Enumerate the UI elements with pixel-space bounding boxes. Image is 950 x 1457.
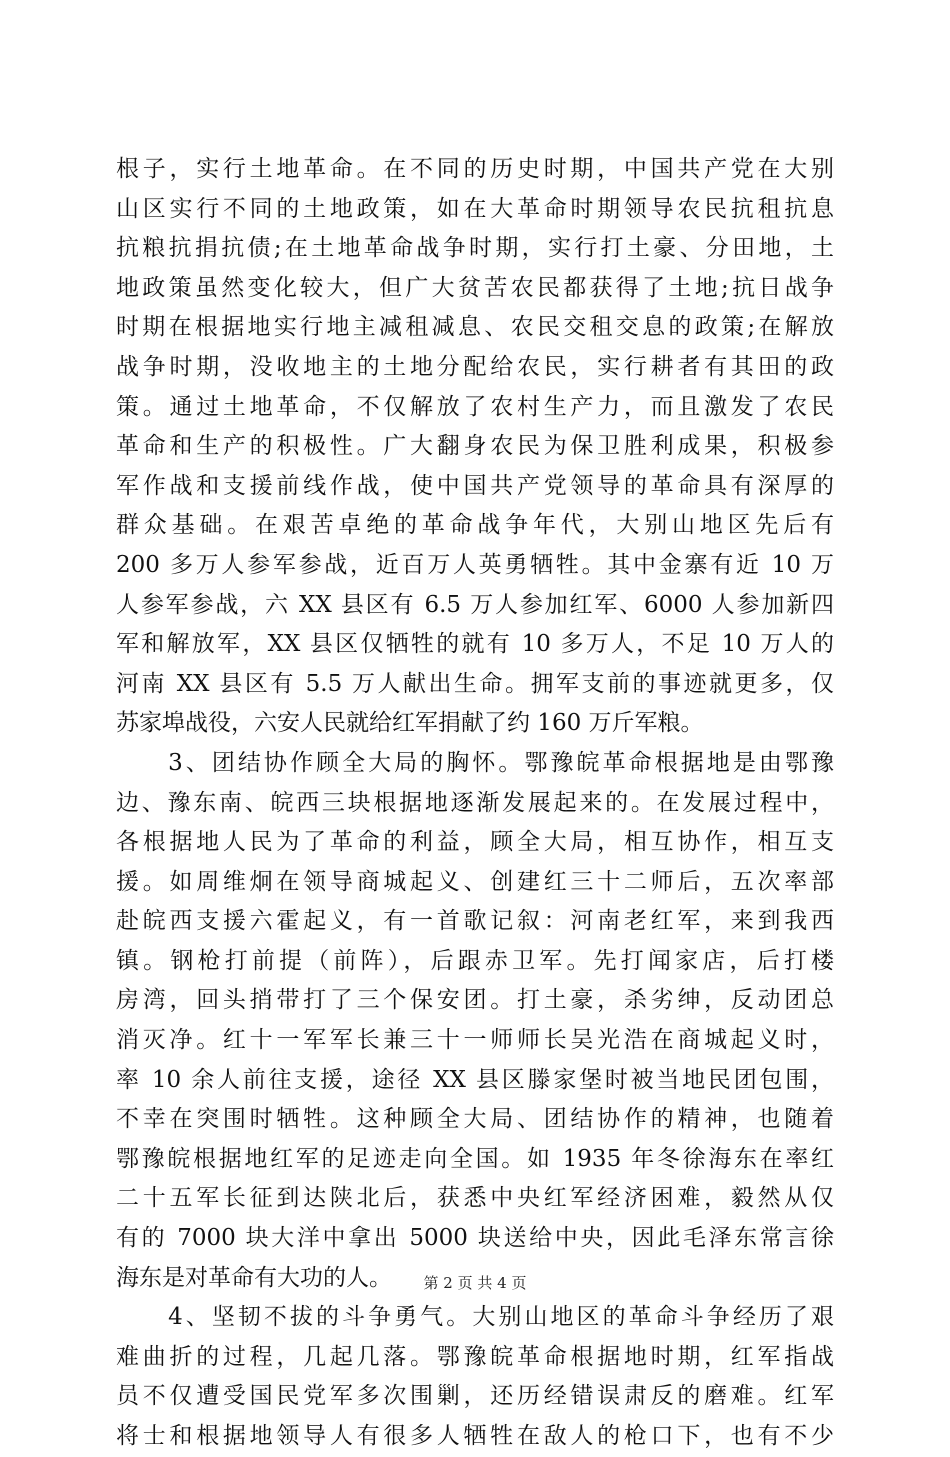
text-line: 赴皖西支援六霍起义，有一首歌记叙：河南老红军，来到我西 (116, 908, 834, 935)
text-line: 时期在根据地实行地主减租减息、农民交租交息的政策;在解放 (116, 314, 834, 341)
text-line: 海东是对革命有大功的人。 (116, 1264, 392, 1291)
text-line: 革命和生产的积极性。广大翻身农民为保卫胜利成果，积极参 (116, 433, 834, 460)
text-line: 援。如周维炯在领导商城起义、创建红三十二师后，五次率部 (116, 868, 834, 895)
text-line: 军作战和支援前线作战，使中国共产党领导的革命具有深厚的 (116, 472, 834, 499)
text-line: 策。通过土地革命，不仅解放了农村生产力，而且激发了农民 (116, 393, 834, 420)
text-line: 河南 XX 县区有 5.5 万人献出生命。拥军支前的事迹就更多，仅 (116, 670, 834, 697)
text-line: 地政策虽然变化较大，但广大贫苦农民都获得了土地;抗日战争 (116, 274, 834, 301)
text-line: 消灭净。红十一军军长兼三十一师师长吴光浩在商城起义时， (116, 1027, 834, 1054)
text-line: 镇。钢枪打前提（前阵），后跟赤卫军。先打闻家店，后打楼 (116, 947, 834, 974)
text-line: 难曲折的过程，几起几落。鄂豫皖革命根据地时期，红军指战 (116, 1343, 834, 1370)
page-footer: 第 2 页 共 4 页 (423, 1274, 527, 1292)
text-line: 鄂豫皖根据地红军的足迹走向全国。如 1935 年冬徐海东在率红 (116, 1145, 834, 1172)
text-line: 200 多万人参军参战，近百万人英勇牺牲。其中金寨有近 10 万 (116, 551, 834, 578)
text-line: 抗粮抗捐抗债;在土地革命战争时期，实行打土豪、分田地，土 (116, 235, 834, 262)
text-line: 人参军参战，六 XX 县区有 6.5 万人参加红军、6000 人参加新四 (116, 591, 834, 618)
text-line: 4、坚韧不拔的斗争勇气。大别山地区的革命斗争经历了艰 (116, 1304, 834, 1331)
text-line: 各根据地人民为了革命的利益，顾全大局，相互协作，相互支 (116, 829, 834, 856)
text-line: 山区实行不同的土地政策，如在大革命时期领导农民抗租抗息 (116, 195, 834, 222)
text-line: 率 10 余人前往支援，途径 XX 县区滕家堡时被当地民团包围， (116, 1066, 834, 1093)
text-line: 有的 7000 块大洋中拿出 5000 块送给中央，因此毛泽东常言徐 (116, 1225, 834, 1252)
document-body (116, 150, 834, 1457)
text-line: 苏家埠战役，六安人民就给红军捐献了约 160 万斤军粮。 (116, 710, 704, 737)
text-line: 员不仅遭受国民党军多次围剿，还历经错误肃反的磨难。红军 (116, 1383, 834, 1410)
text-line: 根子，实行土地革命。在不同的历史时期，中国共产党在大别 (116, 156, 834, 182)
text-line: 边、豫东南、皖西三块根据地逐渐发展起来的。在发展过程中， (116, 789, 834, 816)
text-line: 房湾，回头捎带打了三个保安团。打土豪，杀劣绅，反动团总 (116, 987, 834, 1014)
text-line: 军和解放军，XX 县区仅牺牲的就有 10 多万人，不足 10 万人的 (116, 631, 834, 658)
text-line: 二十五军长征到达陕北后，获悉中央红军经济困难，毅然从仅 (116, 1185, 834, 1212)
text-line: 群众基础。在艰苦卓绝的革命战争年代，大别山地区先后有 (116, 512, 834, 539)
text-line: 战争时期，没收地主的土地分配给农民，实行耕者有其田的政 (116, 353, 834, 380)
text-line: 不幸在突围时牺牲。这种顾全大局、团结协作的精神，也随着 (116, 1106, 834, 1133)
text-line: 将士和根据地领导人有很多人牺牲在敌人的枪口下，也有不少 (116, 1423, 834, 1449)
text-line: 3、团结协作顾全大局的胸怀。鄂豫皖革命根据地是由鄂豫 (116, 749, 834, 776)
